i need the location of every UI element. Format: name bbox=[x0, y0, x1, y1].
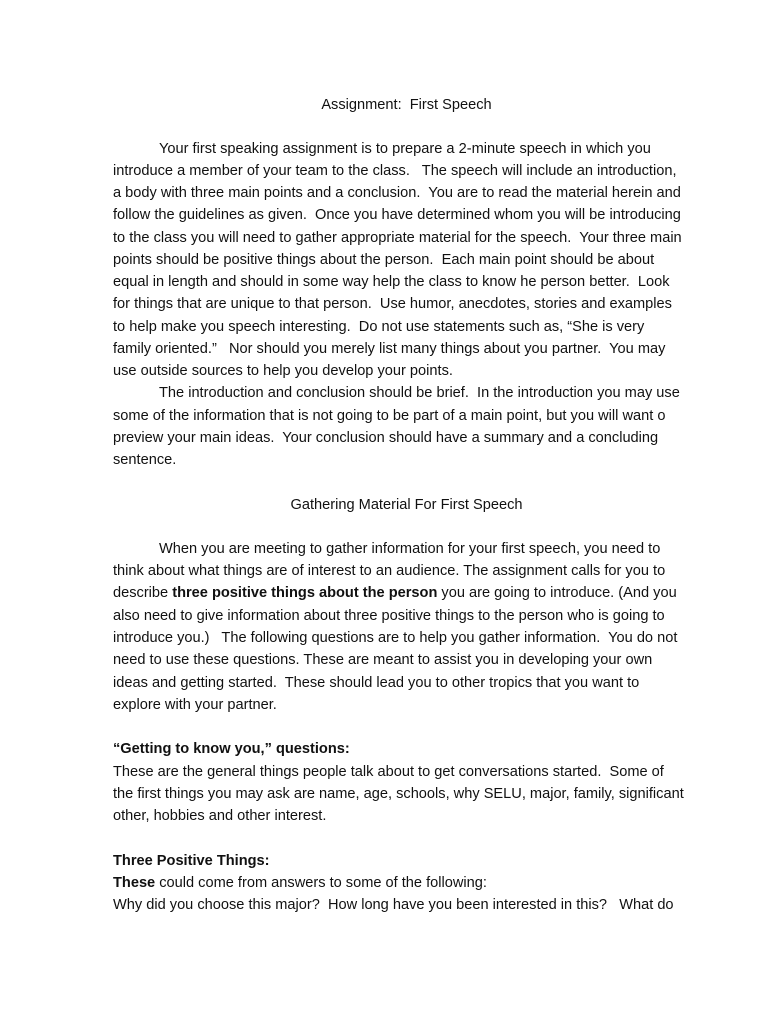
text-line: equal in length and should in some way help the class to know he person better. Look bbox=[113, 274, 670, 290]
bold-phrase: three positive things about the person bbox=[172, 585, 438, 601]
text-line: a body with three main points and a conclusion. You are to read the material herein and bbox=[113, 185, 681, 201]
text-line: preview your main ideas. Your conclusion should have a summary and a concluding bbox=[113, 430, 659, 446]
text-line: think about what things are of interest to an audience. The assignment calls for you to bbox=[113, 563, 666, 579]
text-line bbox=[113, 874, 487, 892]
text-line: other, hobbies and other interest. bbox=[113, 808, 327, 824]
subsection-heading bbox=[113, 740, 350, 758]
text-line: follow the guidelines as given. Once you have determined whom you will be introducing bbox=[113, 207, 681, 223]
text-line: also need to give information about three positive things to the person who is going to bbox=[113, 608, 665, 624]
text-line bbox=[113, 584, 677, 602]
text-line: ideas and getting started. These should lead you to other tropics that you want to bbox=[113, 675, 640, 691]
section-heading: Gathering Material For First Speech bbox=[290, 497, 523, 513]
text-line: points should be positive things about the person. Each main point should be about bbox=[113, 252, 655, 268]
text-line: family oriented.” Nor should you merely list many things about you partner. You may bbox=[113, 341, 666, 357]
text-line: need to use these questions. These are meant to assist you in developing your own bbox=[113, 652, 653, 668]
text-line: the first things you may ask are name, age, schools, why SELU, major, family, significant bbox=[113, 786, 684, 802]
text-line: When you are meeting to gather information for your first speech, you need to bbox=[159, 541, 661, 557]
text-line: for things that are unique to that person. Use humor, anecdotes, stories and examples bbox=[113, 296, 672, 312]
text-line: introduce a member of your team to the class. The speech will include an introduction, bbox=[113, 163, 677, 179]
bold-heading: Three Positive Things: bbox=[113, 853, 270, 869]
text-line: The introduction and conclusion should be brief. In the introduction you may use bbox=[159, 385, 680, 401]
text-line: explore with your partner. bbox=[113, 697, 277, 713]
text-line: introduce you.) The following questions are to help you gather information. You do not bbox=[113, 630, 678, 646]
text-run: describe bbox=[113, 585, 173, 601]
text-line: use outside sources to help you develop your points. bbox=[113, 363, 453, 379]
document-title: Assignment: First Speech bbox=[321, 97, 492, 113]
text-line: sentence. bbox=[113, 452, 177, 468]
text-line: Your first speaking assignment is to prepare a 2-minute speech in which you bbox=[159, 141, 651, 157]
text-line: to help make you speech interesting. Do not use statements such as, “She is very bbox=[113, 319, 645, 335]
text-run: you are going to introduce. (And you bbox=[437, 585, 677, 601]
text-run: could come from answers to some of the following: bbox=[155, 875, 487, 891]
subsection-heading bbox=[113, 852, 270, 870]
text-line: Why did you choose this major? How long have you been interested in this? What do bbox=[113, 897, 674, 913]
text-line: to the class you will need to gather appropriate material for the speech. Your three main bbox=[113, 230, 682, 246]
bold-heading: “Getting to know you,” questions: bbox=[113, 741, 350, 757]
bold-word: These bbox=[113, 875, 156, 891]
text-line: some of the information that is not going to be part of a main point, but you will want o bbox=[113, 408, 666, 424]
text-line: These are the general things people talk about to get conversations started. Some of bbox=[113, 764, 664, 780]
